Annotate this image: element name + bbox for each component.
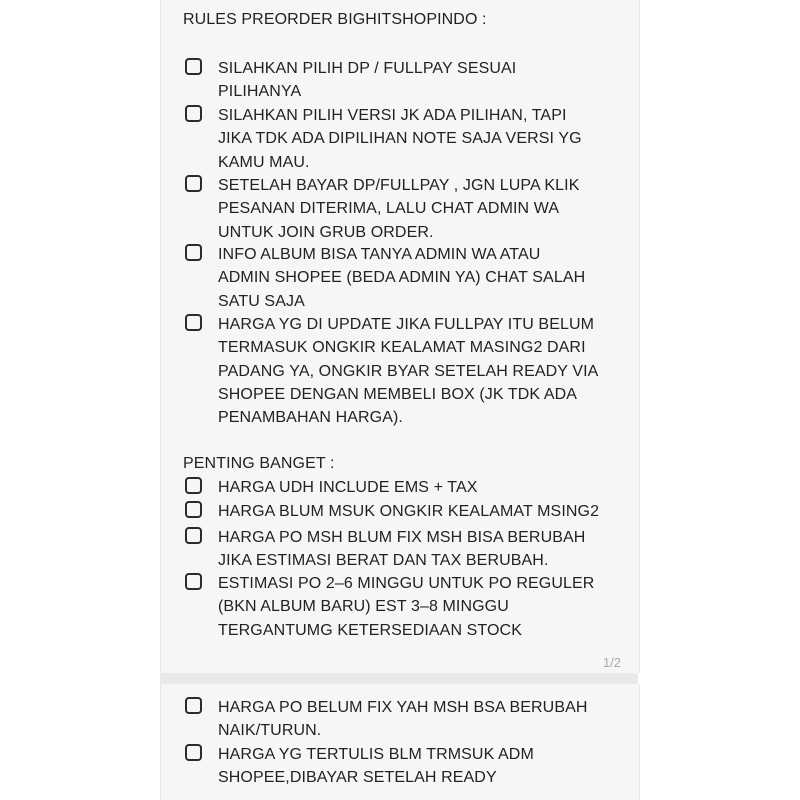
note-item[interactable] <box>183 696 629 743</box>
rule-item[interactable] <box>183 104 629 174</box>
checkbox-unchecked-icon[interactable] <box>185 573 202 590</box>
checkbox-unchecked-icon[interactable] <box>185 314 202 331</box>
note-page-2 <box>160 684 640 800</box>
rule-item-text: HARGA YG DI UPDATE JIKA FULLPAY ITU BELUM TERMASUK ONGKIR KEALAMAT MASING2 DARI PADANG YA, ONGKIR BYAR SETELAH READY VIA SHOPEE DENGAN MEMBELI BOX (JK TDK ADA PENAMBAHAN HARGA). <box>218 316 599 427</box>
checkbox-unchecked-icon[interactable] <box>185 244 202 261</box>
rule-item-text: SILAHKAN PILIH VERSI JK ADA PILIHAN, TAPI JIKA TDK ADA DIPILIHAN NOTE SAJA VERSI YG KAMU MAU. <box>218 107 582 171</box>
rule-item-text: SETELAH BAYAR DP/FULLPAY , JGN LUPA KLIK PESANAN DITERIMA, LALU CHAT ADMIN WA UNTUK JOIN GRUB ORDER. <box>218 177 580 241</box>
note-item[interactable] <box>183 743 629 790</box>
important-item-text: HARGA BLUM MSUK ONGKIR KEALAMAT MSING2 <box>218 503 600 520</box>
important-item-text: HARGA UDH INCLUDE EMS + TAX <box>218 479 478 496</box>
important-heading: PENTING BANGET : <box>183 455 335 472</box>
page-indicator: 1/2 <box>602 655 621 670</box>
rules-heading: RULES PREORDER BIGHITSHOPINDO : <box>183 11 487 28</box>
important-item-text: HARGA PO MSH BLUM FIX MSH BISA BERUBAH JIKA ESTIMASI BERAT DAN TAX BERUBAH. <box>218 529 586 570</box>
checkbox-unchecked-icon[interactable] <box>185 477 202 494</box>
important-item[interactable] <box>183 500 629 523</box>
important-item-text: ESTIMASI PO 2–6 MINGGU UNTUK PO REGULER (BKN ALBUM BARU) EST 3–8 MINGGU TERGANTUMG KETERSEDIAAN STOCK <box>218 575 595 639</box>
checkbox-unchecked-icon[interactable] <box>185 697 202 714</box>
important-item[interactable] <box>183 476 629 499</box>
rule-item-text: INFO ALBUM BISA TANYA ADMIN WA ATAU ADMIN SHOPEE (BEDA ADMIN YA) CHAT SALAH SATU SAJA <box>218 246 586 310</box>
rule-item[interactable] <box>183 57 629 104</box>
note-item-text: HARGA PO BELUM FIX YAH MSH BSA BERUBAH NAIK/TURUN. <box>218 699 588 740</box>
checkbox-unchecked-icon[interactable] <box>185 58 202 75</box>
checkbox-unchecked-icon[interactable] <box>185 175 202 192</box>
checkbox-unchecked-icon[interactable] <box>185 501 202 518</box>
checkbox-unchecked-icon[interactable] <box>185 744 202 761</box>
important-item[interactable] <box>183 526 629 573</box>
important-item[interactable] <box>183 572 629 642</box>
note-page-1 <box>160 0 640 673</box>
rule-item[interactable] <box>183 243 629 313</box>
checkbox-unchecked-icon[interactable] <box>185 527 202 544</box>
checkbox-unchecked-icon[interactable] <box>185 105 202 122</box>
note-item-text: HARGA YG TERTULIS BLM TRMSUK ADM SHOPEE,DIBAYAR SETELAH READY <box>218 746 534 787</box>
rule-item[interactable] <box>183 313 629 429</box>
rule-item-text: SILAHKAN PILIH DP / FULLPAY SESUAI PILIHANYA <box>218 60 517 101</box>
page-divider <box>160 673 638 684</box>
rule-item[interactable] <box>183 174 629 244</box>
